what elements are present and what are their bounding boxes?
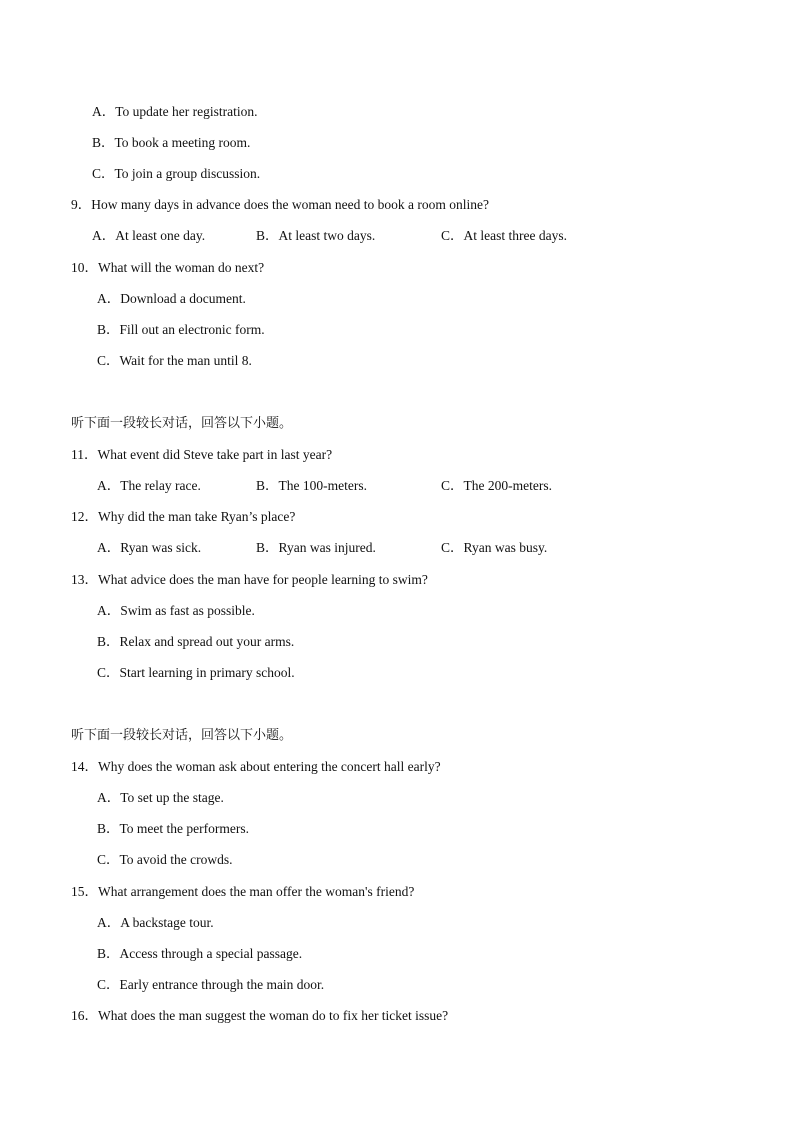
- q12-option-a: A．Ryan was sick.: [97, 540, 202, 555]
- q10-option-c: C．Wait for the man until 8.: [97, 353, 252, 368]
- q13-option-c: C．Start learning in primary school.: [97, 665, 295, 680]
- q10-option-b: B．Fill out an electronic form.: [97, 322, 265, 337]
- q14-option-a: A．To set up the stage.: [97, 790, 224, 805]
- q14-option-c: C．To avoid the crowds.: [97, 852, 233, 867]
- q13-option-a: A．Swim as fast as possible.: [97, 603, 255, 618]
- q15-option-c: C．Early entrance through the main door.: [97, 977, 325, 992]
- q12-stem: 12．Why did the man take Ryan’s place?: [71, 509, 296, 524]
- q15-option-a: A．A backstage tour.: [97, 915, 214, 930]
- q9-option-b: B．At least two days.: [256, 228, 376, 243]
- q8-option-b: B．To book a meeting room.: [92, 135, 251, 150]
- q8-option-a: A．To update her registration.: [92, 104, 258, 119]
- q13-option-b: B．Relax and spread out your arms.: [97, 634, 295, 649]
- q16-stem: 16．What does the man suggest the woman do to fix her ticket issue?: [71, 1008, 449, 1023]
- q15-stem: 15．What arrangement does the man offer the woman's friend?: [71, 884, 415, 899]
- q9-stem: 9．How many days in advance does the woman need to book a room online?: [71, 197, 490, 212]
- q9-option-a: A．At least one day.: [92, 228, 206, 243]
- q14-stem: 14．Why does the woman ask about entering the concert hall early?: [71, 759, 441, 774]
- q10-stem: 10．What will the woman do next?: [71, 260, 265, 275]
- q11-option-c: C．The 200-meters.: [441, 478, 552, 493]
- q11-stem: 11．What event did Steve take part in last year?: [71, 447, 333, 462]
- q14-option-b: B．To meet the performers.: [97, 821, 250, 836]
- q8-option-c: C．To join a group discussion.: [92, 166, 261, 181]
- section-instruction: 听下面一段较长对话，回答以下小题。: [71, 728, 293, 743]
- q12-option-c: C．Ryan was busy.: [441, 540, 548, 555]
- q10-option-a: A．Download a document.: [97, 291, 246, 306]
- q12-option-b: B．Ryan was injured.: [256, 540, 376, 555]
- q15-option-b: B．Access through a special passage.: [97, 946, 303, 961]
- section-instruction: 听下面一段较长对话，回答以下小题。: [71, 416, 293, 431]
- q11-option-a: A．The relay race.: [97, 478, 201, 493]
- q9-option-c: C．At least three days.: [441, 228, 567, 243]
- q11-option-b: B．The 100-meters.: [256, 478, 367, 493]
- q13-stem: 13．What advice does the man have for people learning to swim?: [71, 572, 428, 587]
